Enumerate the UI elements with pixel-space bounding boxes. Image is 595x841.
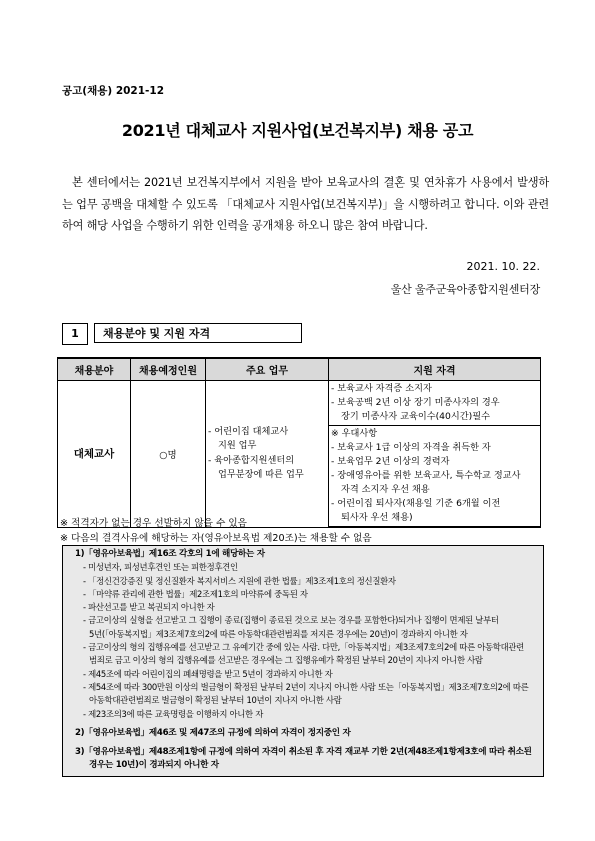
disqualification-item: 5년(「아동복지법」제3조제7호의2에 따른 아동학대관련범죄를 저지른 경우에는 20년)이 경과하지 아니한 자 [89, 628, 468, 639]
table-header-row [58, 358, 541, 381]
qualification-line: 자격 소지자 우선 채용 [341, 484, 430, 495]
document-title: 2021년 대체교사 지원사업(보건복지부) 채용 공고 [121, 121, 474, 140]
qualification-line: 장기 미종사자 교육이수(40시간)필수 [341, 411, 490, 422]
duty-line: 업무분장에 따른 업무 [218, 469, 304, 481]
disqualification-item: - 제23조의3에 따른 교육명령을 이행하지 아니한 자 [83, 708, 263, 719]
disqualification-item: - 파산선고를 받고 복권되지 아니한 자 [83, 602, 215, 613]
disqualification-item: - 「정신건강증진 및 정신질환자 복지서비스 지원에 관한 법률」제3조제1호의 정신질환자 [83, 575, 396, 586]
table-row [58, 381, 541, 426]
qualification-line: - 보육업무 2년 이상의 경력자 [331, 456, 450, 467]
qualification-line: - 보육공백 2년 이상 장기 미종사자의 경우 [331, 397, 500, 408]
disqualification-item: - 「마약류 관리에 관한 법률」제2조제1호의 마약류에 중독된 자 [83, 588, 308, 599]
header-count: 채용예정인원 [131, 358, 206, 381]
header-field: 채용분야 [58, 358, 131, 381]
notice-date: 2021. 10. 22. [466, 260, 540, 273]
disqualification-item: - 금고이상의 형의 집행유예를 선고받고 그 유예기간 중에 있는 사람. 다만,「아동복지법」제3조제7호의2에 따른 아동학대관련 [83, 642, 524, 653]
duty-line: - 육아종합지원센터의 [208, 454, 295, 466]
intro-paragraph [62, 172, 549, 237]
duty-line: 지원 업무 [218, 440, 257, 452]
duty-line: - 어린이집 대체교사 [208, 425, 289, 437]
disqualification-heading: 1)「영유아보육법」제16조 각호의 1에 해당하는 자 [75, 549, 265, 559]
disqualification-item: - 금고이상의 실형을 선고받고 그 집행이 종료(집행이 종료된 것으로 보는 경우를 포함한다)되거나 집행이 면제된 날부터 [83, 615, 499, 626]
organization-name: 울산 울주군육아종합지원센터장 [390, 283, 540, 296]
preferred-qualifications-cell [329, 426, 541, 528]
notes-block [60, 517, 372, 546]
section-number: 1 [62, 323, 88, 345]
disqualification-box [62, 545, 544, 777]
notice-number: 공고(채용) 2021-12 [62, 85, 165, 97]
preferred-heading: ※ 우대사항 [331, 428, 378, 439]
qualification-line: - 어린이집 퇴사자(채용일 기준 6개월 이전 [331, 498, 501, 509]
disqualification-heading: 2)「영유아보육법」제46조 및 제47조의 규정에 의하여 자격이 정지중인 자 [75, 727, 351, 738]
disqualification-item: - 제45조에 따라 어린이집의 폐쇄명령을 받고 5년이 경과하지 아니한 자 [83, 668, 333, 679]
header-duties: 주요 업무 [206, 358, 329, 381]
intro-text: 본 센터에서는 2021년 보건복지부에서 지원을 받아 보육교사의 결혼 및 연차휴가 사용에서 발생하는 업무 공백을 대체할 수 있도록 「대체교사 지원사업(보건복지부)」을 시행하려고 합니다. 이와 관련하여 해당 사업을 수행하기 위한 인력을 공개채용 하오니 많은 참여 바랍니다. [62, 176, 549, 232]
qualification-line: - 보육교사 1급 이상의 자격을 취득한 자 [331, 442, 491, 453]
duties-cell [206, 381, 329, 528]
required-qualifications-cell [329, 381, 541, 426]
header-qualifications: 지원 자격 [329, 358, 541, 381]
disqualification-item: - 미성년자, 피성년후견인 또는 피한정후견인 [83, 562, 238, 573]
section-title: 채용분야 및 지원 자격 [94, 323, 302, 343]
field-cell: 대체교사 [58, 381, 131, 528]
disqualification-heading: 경우는 10년)이 경과되지 아니한 자 [89, 760, 219, 771]
disqualification-item: 아동학대관련범죄로 벌금형이 확정된 날부터 10년이 지나지 아니한 사람 [89, 695, 342, 706]
disqualification-heading: 3)「영유아보육법」제48조제1항에 규정에 의하여 자격이 취소된 후 자격 재교부 기한 2년(제48조제1항제3호에 따라 취소된 [75, 747, 532, 758]
count-cell: ○명 [131, 381, 206, 528]
note-line: ※ 다음의 결격사유에 해당하는 자(영유아보육법 제20조)는 채용할 수 없음 [60, 532, 372, 544]
qualification-line: - 보육교사 자격증 소지자 [331, 383, 432, 394]
note-line: ※ 적격자가 없는 경우 선발하지 않을 수 있음 [60, 518, 247, 529]
qualification-line: - 장애영유아를 위한 보육교사, 특수학교 정교사 [331, 470, 521, 481]
qualification-line: 퇴사자 우선 채용) [341, 512, 413, 523]
disqualification-item: - 제54조에 따라 300만원 이상의 벌금형이 확정된 날부터 2년이 지나지 아니한 사람 또는「아동복지법」제3조제7호의2에 따른 [83, 681, 529, 692]
recruitment-table [57, 357, 541, 528]
disqualification-item: 범죄로 금고 이상의 형의 집행유예를 선고받은 경우에는 그 집행유예가 확정된 날부터 20년이 지나지 아니한 사람 [89, 655, 483, 666]
